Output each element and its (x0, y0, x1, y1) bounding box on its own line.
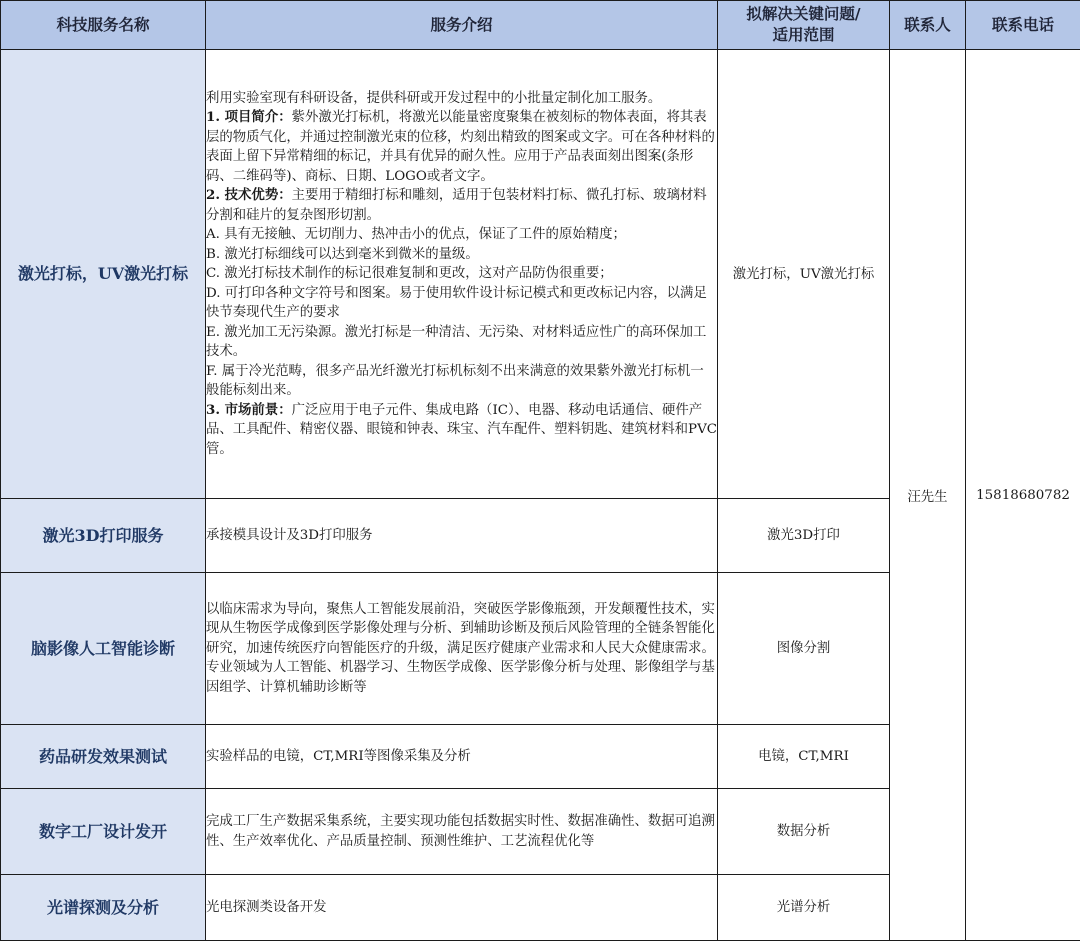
contact-person: 汪先生 (890, 50, 966, 941)
service-intro: 完成工厂生产数据采集系统，主要实现功能包括数据实时性、数据准确性、数据可追溯性、生产效率优化、产品质量控制、预测性维护、工艺流程优化等 (206, 789, 718, 875)
service-intro: 实验样品的电镜，CT,MRI等图像采集及分析 (206, 725, 718, 789)
service-intro: 以临床需求为导向，聚焦人工智能发展前沿，突破医学影像瓶颈，开发颠覆性技术，实现从生物医学成像到医学影像处理与分析、到辅助诊断及预后风险管理的全链条智能化研究，加速传统医疗向智能医疗的升级，满足医疗健康产业需求和人民大众健康需求。专业领域为人工智能、机器学习、生物医学成像、医学影像分析与处理、影像组学与基因组学、计算机辅助诊断等 (206, 573, 718, 725)
header-scope-line1: 拟解决关键问题/ (746, 5, 861, 23)
header-service-intro: 服务介绍 (206, 1, 718, 50)
service-name: 光谱探测及分析 (1, 875, 206, 941)
intro-list-item: D. 可打印各种文字符号和图案。易于使用软件设计标记模式和更改标记内容，以满足快节奏现代生产的要求 (206, 285, 707, 321)
section-label: 3. 市场前景： (206, 401, 292, 418)
intro-list-item: F. 属于冷光范畴，很多产品光纤激光打标机标刻不出来满意的效果紫外激光打标机一般能标刻出来。 (206, 363, 704, 399)
table-row (1, 50, 1080, 499)
service-name: 激光3D打印服务 (1, 499, 206, 573)
header-scope (718, 1, 890, 50)
intro-list-item: C. 激光打标技术制作的标记很难复制和更改，这对产品防伪很重要； (206, 266, 613, 282)
intro-section (206, 186, 717, 225)
section-text: 紫外激光打标机，将激光以能量密度聚集在被刻标的物体表面，将其表层的物质气化，并通过控制激光束的位移，灼刻出精致的图案或文字。可在各种材料的表面上留下异常精细的标记，并具有优异的耐久性。应用于产品表面刻出图案(条形码、二维码等)、商标、日期、LOGO或者文字。 (206, 110, 715, 184)
intro-section (206, 108, 717, 186)
service-intro: 光电探测类设备开发 (206, 875, 718, 941)
section-label: 2. 技术优势： (206, 187, 292, 204)
intro-list-item: B. 激光打标细线可以达到毫米到微米的量级。 (206, 246, 479, 262)
service-scope: 电镜，CT,MRI (718, 725, 890, 789)
intro-section (206, 401, 717, 460)
service-scope: 图像分割 (718, 573, 890, 725)
header-phone: 联系电话 (966, 1, 1080, 50)
service-name: 脑影像人工智能诊断 (1, 573, 206, 725)
service-scope: 光谱分析 (718, 875, 890, 941)
section-text: 主要用于精细打标和雕刻，适用于包装材料打标、微孔打标、玻璃材料分割和硅片的复杂图形切割。 (206, 188, 707, 223)
service-name: 药品研发效果测试 (1, 725, 206, 789)
intro-list-item: A. 具有无接触、无切削力、热冲击小的优点，保证了工件的原始精度； (206, 227, 626, 243)
intro-list-item: E. 激光加工无污染源。激光打标是一种清洁、无污染、对材料适应性广的高环保加工技术。 (206, 324, 707, 360)
intro-paragraph: 利用实验室现有科研设备，提供科研或开发过程中的小批量定制化加工服务。 (206, 90, 662, 106)
service-name: 激光打标，UV激光打标 (1, 50, 206, 499)
service-intro: 承接模具设计及3D打印服务 (206, 499, 718, 573)
service-scope: 激光打标，UV激光打标 (718, 50, 890, 499)
header-scope-line2: 适用范围 (772, 26, 835, 44)
service-intro (206, 50, 718, 499)
header-row (1, 1, 1080, 50)
header-contact: 联系人 (890, 1, 966, 50)
section-text: 广泛应用于电子元件、集成电路（IC）、电器、移动电话通信、硬件产品、工具配件、精密仪器、眼镜和钟表、珠宝、汽车配件、塑料钥匙、建筑材料和PVC管。 (206, 402, 717, 457)
service-scope: 数据分析 (718, 789, 890, 875)
contact-phone: 15818680782 (966, 50, 1080, 941)
section-label: 1. 项目简介： (206, 109, 292, 126)
service-scope: 激光3D打印 (718, 499, 890, 573)
service-name: 数字工厂设计发开 (1, 789, 206, 875)
header-service-name: 科技服务名称 (1, 1, 206, 50)
